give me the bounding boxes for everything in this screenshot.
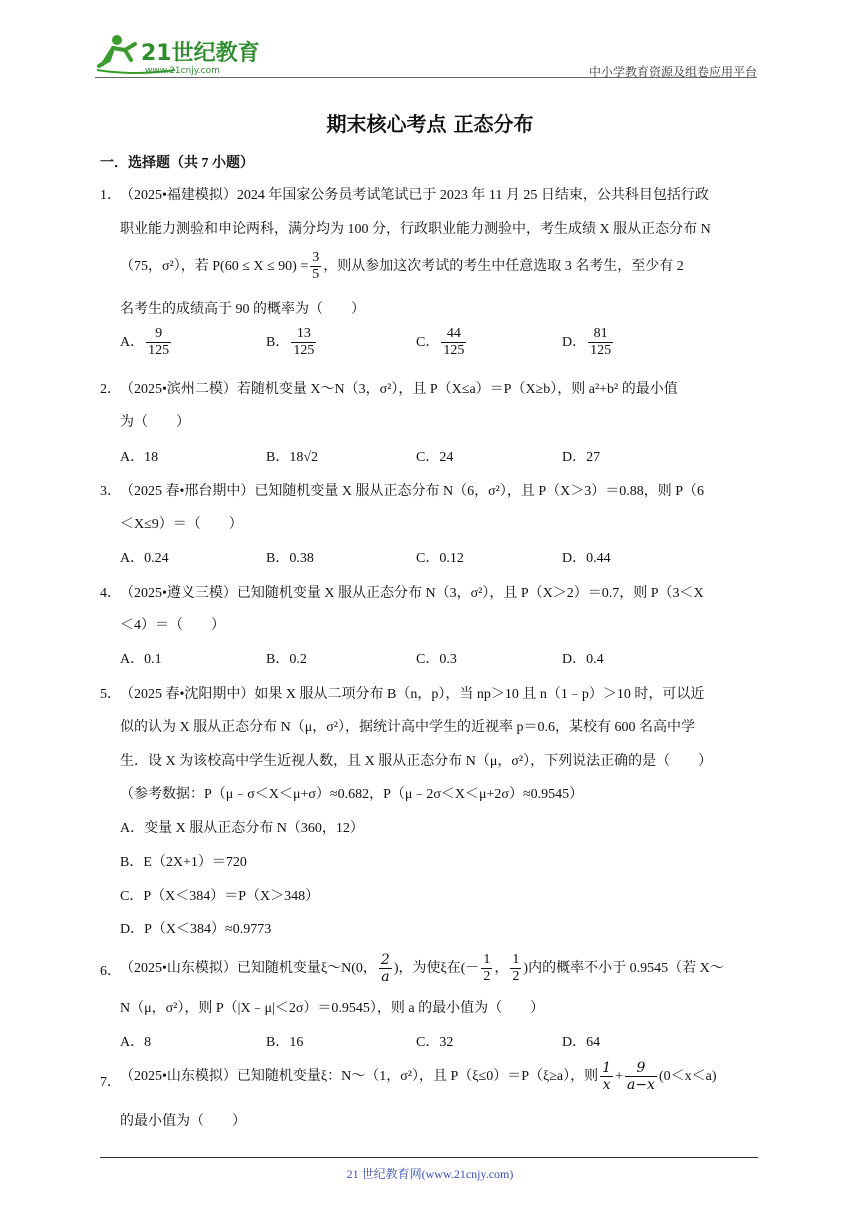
option-label: C． [416,334,440,350]
q7-line-2: 的最小值为（ ） [120,1114,246,1129]
21cnjy-logo [95,30,265,78]
frac-num: 9 [146,326,171,343]
q6-line-1b: )，为使ξ在(－ [393,960,480,976]
frac-den: x [602,1077,611,1094]
q4-line-1: （2025•遵义三模）已知随机变量 X 服从正态分布 N（3，σ²），且 P（X＞2）＝0.7，则 P（3＜X [120,586,704,601]
q2-option-b[interactable]: B．18√2 [266,450,319,465]
q6-option-d[interactable]: D．64 [562,1035,601,1050]
option-label: B． [266,334,290,350]
q6-line-1d: )内的概率不小于 0.9545（若 X～ [523,960,724,976]
q1-line-3a: （75，σ²），若 P(60 ≤ X ≤ 90) = [120,258,309,274]
q5-option-d[interactable]: D．P（X＜384）≈0.9773 [120,922,272,937]
q4-option-b[interactable]: B．0.2 [266,652,307,667]
logo-text: 21世纪教育 [141,41,260,66]
q7-line-1 [120,1060,717,1093]
section-heading: 一．选择题（共 7 小题） [100,156,254,171]
frac-den: 2 [483,969,491,985]
header-divider [95,77,757,78]
q6-number: 6． [100,964,121,979]
frac-num: 13 [291,326,316,343]
q1-option-d[interactable] [562,326,615,359]
q3-number: 3． [100,484,121,499]
page-header [95,30,757,78]
q4-number: 4． [100,586,121,601]
q7-frac-2 [625,1060,657,1093]
frac-den: 125 [148,343,170,359]
q6-line-1a: （2025•山东模拟）已知随机变量ξ～N(0， [120,960,377,976]
q7-line-1a: （2025•山东模拟）已知随机变量ξ：N～（1，σ²），且 P（ξ≤0）＝P（ξ≥a），则 [120,1068,599,1084]
q1-line-3b: ，则从参加这次考试的考生中任意选取 3 名考生，至少有 2 [323,258,684,274]
q1-line-3 [120,250,684,283]
q2-option-a[interactable]: A．18 [120,450,159,465]
q2-option-c[interactable]: C．24 [416,450,454,465]
q3-line-1: （2025 春•邢台期中）已知随机变量 X 服从正态分布 N（6，σ²），且 P（X＞3）＝0.88，则 P（6 [120,484,705,499]
page-title: 期末核心考点 正态分布 [326,112,534,136]
frac-den: a−x [626,1077,655,1094]
q1-option-c[interactable] [416,326,468,359]
option-fraction [588,326,613,359]
q6-option-a[interactable]: A．8 [120,1035,152,1050]
frac-num: 44 [441,326,466,343]
option-label: D． [562,334,587,350]
q1-line-1: （2025•福建模拟）2024 年国家公务员考试笔试已于 2023 年 11 月 25 日结束，公共科目包括行政 [120,188,709,203]
q1-fraction [310,250,321,283]
option-label: A． [120,334,145,350]
frac-num: 9 [625,1060,657,1077]
q7-line-1b: (0＜x＜a) [658,1068,717,1084]
frac-den: 125 [443,343,465,359]
q6-frac-1 [379,952,392,985]
q6-frac-2 [481,952,492,985]
option-fraction [291,326,316,359]
q2-line-2: 为（ ） [120,415,190,430]
q1-number: 1． [100,188,121,203]
q1-option-b[interactable] [266,326,318,359]
platform-name: 中小学教育资源及组卷应用平台 [588,65,757,79]
q4-option-d[interactable]: D．0.4 [562,652,604,667]
page-footer[interactable]: 21 世纪教育网(www.21cnjy.com) [346,1167,514,1181]
q5-option-c[interactable]: C．P（X＜384）＝P（X＞348） [120,889,320,904]
frac-num: 1 [602,1060,612,1076]
q3-line-2: ＜X≤9）＝（ ） [120,517,243,532]
q6-option-b[interactable]: B．16 [266,1035,304,1050]
option-fraction [441,326,466,359]
q6-line-1c: ， [494,960,509,976]
q2-option-d[interactable]: D．27 [562,450,601,465]
q4-option-a[interactable]: A．0.1 [120,652,162,667]
q1-line-4: 名考生的成绩高于 90 的概率为（ ） [120,302,365,317]
q4-option-c[interactable]: C．0.3 [416,652,457,667]
q6-line-2: N（μ，σ²），则 P（|X﹣μ|＜2σ）＝0.9545），则 a 的最小值为（ ） [120,1001,545,1016]
q2-line-1: （2025•滨州二模）若随机变量 X～N（3，σ²），且 P（X≤a）＝P（X≥b），则 a²+b² 的最小值 [120,382,678,397]
frac-den: 125 [293,343,315,359]
q5-option-a[interactable]: A．变量 X 服从正态分布 N（360，12） [120,821,364,836]
logo-url: www.21cnjy.com [145,66,220,76]
frac-num: 1 [481,952,492,969]
q2-number: 2． [100,382,121,397]
frac-den: a [381,969,390,986]
q1-option-a[interactable] [120,326,173,359]
q5-number: 5． [100,687,121,702]
q4-line-2: ＜4）＝（ ） [120,618,225,633]
q5-line-2: 似的认为 X 服从正态分布 N（μ，σ²），据统计高中学生的近视率 p＝0.6，某校有 600 名高中学 [120,720,695,735]
q3-option-c[interactable]: C．0.12 [416,551,464,566]
option-fraction [146,326,171,359]
q1-frac-den: 5 [312,267,320,283]
q5-line-4: （参考数据：P（μ﹣σ＜X＜μ+σ）≈0.682，P（μ﹣2σ＜X＜μ+2σ）≈0.9545） [120,787,584,802]
q6-option-c[interactable]: C．32 [416,1035,454,1050]
q5-line-1: （2025 春•沈阳期中）如果 X 服从二项分布 B（n，p），当 np＞10 且 n（1﹣p）＞10 时，可以近 [120,687,705,702]
q3-option-b[interactable]: B．0.38 [266,551,314,566]
q7-plus: + [615,1068,623,1084]
q6-frac-3 [510,952,521,985]
q3-option-d[interactable]: D．0.44 [562,551,611,566]
q5-option-b[interactable]: B．E（2X+1）＝720 [120,855,247,870]
footer-divider [100,1157,758,1158]
frac-num: 81 [588,326,613,343]
q5-line-3: 生．设 X 为该校高中学生近视人数，且 X 服从正态分布 N（μ，σ²），下列说法正确的是（ ） [120,754,713,769]
q1-frac-num: 3 [310,250,321,267]
frac-den: 125 [590,343,612,359]
q7-frac-1 [600,1060,613,1093]
frac-num: 1 [510,952,521,969]
q7-number: 7． [100,1075,121,1090]
q3-option-a[interactable]: A．0.24 [120,551,169,566]
frac-den: 2 [512,969,520,985]
q6-line-1 [120,952,724,985]
q1-line-2: 职业能力测验和申论两科，满分均为 100 分，行政职业能力测验中，考生成绩 X 服从正态分布 N [120,222,711,237]
frac-num: 2 [380,952,390,968]
